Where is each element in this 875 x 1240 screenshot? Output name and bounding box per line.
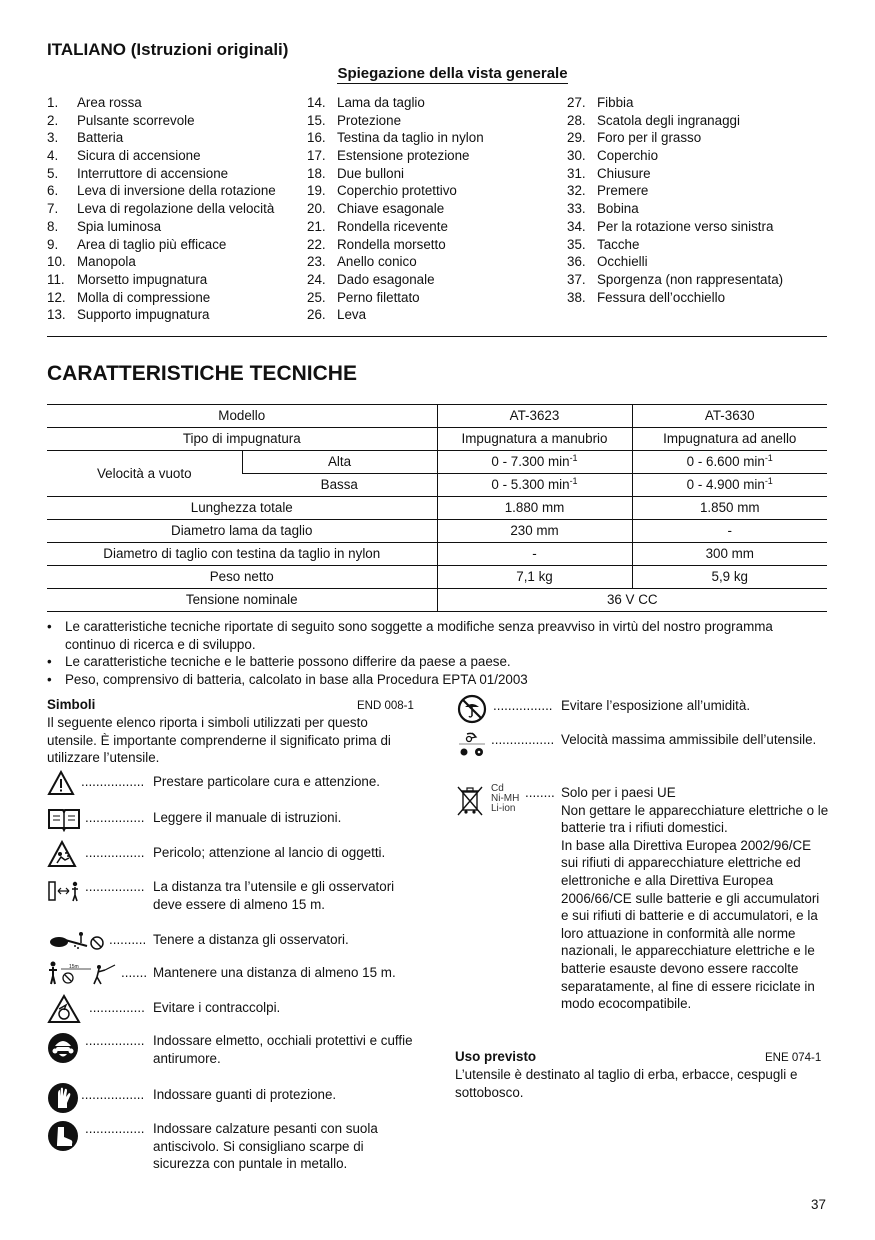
parts-list-col1 [47, 94, 276, 324]
symbol-item: ................ Indossare calzature pesanti con suola antiscivolo. Si consigliano scarpe di sicurezza con puntale in metallo. [47, 1120, 420, 1172]
spec-cell: AT-3623 [437, 405, 632, 428]
symbols-code: END 008-1 [357, 700, 414, 712]
table-row [47, 497, 827, 520]
symbol-item: ................ Evitare l’esposizione all’umidità. [455, 694, 827, 726]
symbol-item: ................. Indossare guanti di protezione. [47, 1082, 420, 1114]
use-code: ENE 074-1 [765, 1052, 822, 1064]
protective-gloves-icon [47, 1082, 79, 1119]
spec-cell: 300 mm [632, 543, 827, 566]
list-item: 29. Foro per il grasso [567, 130, 702, 146]
symbol-item: ................ Leggere il manuale di istruzioni. [47, 806, 420, 836]
spec-cell: 1.880 mm [437, 497, 632, 520]
spec-cell: - [437, 543, 632, 566]
symbol-item: ................. Prestare particolare cura e attenzione. [47, 770, 420, 800]
list-item: 27. Fibbia [567, 95, 634, 110]
manual-book-icon [47, 806, 81, 837]
list-item: 4. Sicura di accensione [47, 148, 201, 164]
list-item: 16. Testina da taglio in nylon [307, 130, 484, 146]
symbols-title: Simboli [47, 697, 96, 712]
table-row [47, 405, 827, 428]
symbol-item: ................. Velocità massima ammissibile dell’utensile. [455, 730, 827, 770]
specs-table [47, 404, 827, 612]
list-item: 19. Coperchio protettivo [307, 183, 457, 199]
spec-label: Lunghezza totale [47, 497, 437, 520]
table-row [47, 520, 827, 543]
list-item: 12. Molla di compressione [47, 289, 211, 305]
spec-label: Tensione nominale [47, 589, 437, 612]
spec-label: Tipo di impugnatura [47, 428, 437, 451]
list-item: 15. Protezione [307, 112, 402, 128]
spec-label: Diametro lama da taglio [47, 520, 437, 543]
list-item: 18. Due bulloni [307, 165, 404, 181]
overview-title: Spiegazione della vista generale [337, 65, 568, 82]
page-number: 37 [811, 1197, 826, 1212]
list-item: 23. Anello conico [307, 254, 417, 270]
svg-text:15m: 15m [69, 964, 79, 970]
list-item: 2. Pulsante scorrevole [47, 112, 195, 128]
keep-bystanders-away-icon [47, 928, 105, 957]
spec-notes [47, 618, 827, 688]
list-item: 34. Per la rotazione verso sinistra [567, 218, 774, 234]
spec-cell: 0 - 7.300 $\min^{-1}$ [437, 451, 632, 474]
list-item: 31. Chiusure [567, 165, 651, 181]
list-item: 28. Scatola degli ingranaggi [567, 112, 740, 128]
list-item: 14. Lama da taglio [307, 95, 425, 110]
list-item: 1. Area rossa [47, 95, 142, 110]
language-heading: ITALIANO (Istruzioni originali) [47, 40, 289, 59]
list-item: 17. Estensione protezione [307, 148, 470, 164]
use-text: L’utensile è destinato al taglio di erba, erbacce, cespugli e sottobosco. [455, 1067, 798, 1100]
list-item: 3. Batteria [47, 130, 124, 146]
specs-title: CARATTERISTICHE TECNICHE [47, 362, 357, 385]
spec-label: Modello [47, 405, 437, 428]
table-row [47, 589, 827, 612]
list-item: 10. Manopola [47, 254, 136, 270]
spec-cell: 36 V CC [437, 589, 827, 612]
thrown-objects-icon [47, 840, 77, 873]
symbol-item: ................ Indossare elmetto, occhiali protettivi e cuffie antirumore. [47, 1032, 420, 1072]
spec-cell: - [632, 520, 827, 543]
spec-cell: 1.850 mm [632, 497, 827, 520]
list-item: 5. Interruttore di accensione [47, 165, 229, 181]
list-item: 33. Bobina [567, 201, 639, 217]
list-item: • Le caratteristiche tecniche e le batterie possono differire da paese a paese. [47, 653, 827, 671]
list-item: 22. Rondella morsetto [307, 236, 446, 252]
parts-list-col2 [307, 94, 484, 324]
symbol-item: .......... Tenere a distanza gli osservatori. [47, 928, 420, 958]
spec-cell: 0 - 5.300 $\min^{-1}$ [437, 474, 632, 497]
table-row [47, 451, 827, 474]
list-item: 9. Area di taglio più efficace [47, 236, 227, 252]
list-item: 11. Morsetto impugnatura [47, 271, 208, 287]
symbol-item: Cd Ni-MH Li-ion ........ Solo per i paesi UE Non gettare le apparecchiature elettriche o le batterie tra i rifiuti domestici. In base alla Direttiva Europea 2002/96/CE sui rifiuti di apparecchiature elettriche ed elettroniche e alla Direttiva Europea 2006/66/CE sulle batterie e gli accumulatori e sui rifiuti di batterie e di accumulatori, e la loro attuazione in conformità alle norme nazionali, le apparecchiature elettriche e le batterie esauste devono essere raccolte separatamente, al fine di essere riciclate in modo ecocompatibile. [455, 784, 827, 1034]
list-item: 8. Spia luminosa [47, 218, 162, 234]
table-row [47, 543, 827, 566]
list-item: 38. Fessura dell’occhiello [567, 289, 726, 305]
list-item: • Peso, comprensivo di batteria, calcolato in base alla Procedura EPTA 01/2003 [47, 671, 827, 689]
no-moisture-icon [457, 694, 487, 729]
symbols-intro: Il seguente elenco riporta i simboli utilizzati per questo utensile. È importante comprenderne il significato prima di utilizzare l’utensile. [47, 715, 391, 766]
list-item: 7. Leva di regolazione della velocità [47, 201, 275, 217]
list-item: 24. Dado esagonale [307, 271, 435, 287]
symbol-item: ................ La distanza tra l’utensile e gli osservatori deve essere di almeno 15 m. [47, 876, 420, 916]
weee-crossed-bin-icon [455, 784, 485, 823]
list-item: 13. Supporto impugnatura [47, 307, 210, 323]
list-item: 26. Leva [307, 307, 367, 323]
spec-cell: 5,9 kg [632, 566, 827, 589]
list-item: 37. Sporgenza (non rappresentata) [567, 271, 784, 287]
spec-cell: 0 - 6.600 $\min^{-1}$ [632, 451, 827, 474]
list-item: 32. Premere [567, 183, 649, 199]
helmet-goggles-earmuffs-icon [47, 1032, 79, 1069]
use-title: Uso previsto [455, 1049, 537, 1064]
spec-sublabel: Bassa [242, 474, 437, 497]
list-item: 35. Tacche [567, 236, 640, 252]
parts-list-col3 [567, 94, 783, 306]
list-item: 20. Chiave esagonale [307, 201, 445, 217]
spec-label: Diametro di taglio con testina da taglio in nylon [47, 543, 437, 566]
weee-labels: Cd Ni-MH Li-ion [491, 783, 520, 814]
spec-sublabel: Alta [242, 451, 437, 474]
keep-15m-distance-icon [47, 960, 119, 991]
spec-cell: 0 - 4.900 $\min^{-1}$ [632, 474, 827, 497]
spec-cell: Impugnatura ad anello [632, 428, 827, 451]
list-item: • Le caratteristiche tecniche riportate di seguito sono soggette a modifiche senza preavviso in virtù del nostro programma continuo di ricerca e di sviluppo. [47, 618, 827, 653]
distance-bystander-icon [47, 880, 81, 907]
list-item: 36. Occhielli [567, 254, 648, 270]
spec-label: Peso netto [47, 566, 437, 589]
kickback-warning-icon [47, 994, 81, 1029]
section-divider [47, 336, 827, 337]
list-item: 6. Leva di inversione della rotazione [47, 183, 276, 199]
warning-triangle-icon [47, 770, 75, 801]
max-speed-icon [455, 730, 489, 765]
symbol-item: ............... Evitare i contraccolpi. [47, 994, 420, 1024]
spec-cell: 7,1 kg [437, 566, 632, 589]
symbol-item: ................ Pericolo; attenzione al lancio di oggetti. [47, 840, 420, 870]
spec-cell: Impugnatura a manubrio [437, 428, 632, 451]
table-row [47, 566, 827, 589]
symbol-item: 15m ....... Mantenere una distanza di almeno 15 m. [47, 960, 420, 990]
spec-cell: 230 mm [437, 520, 632, 543]
spec-cell: AT-3630 [632, 405, 827, 428]
list-item: 25. Perno filettato [307, 289, 420, 305]
table-row [47, 428, 827, 451]
spec-label: Velocità a vuoto [47, 451, 242, 497]
list-item: 30. Coperchio [567, 148, 659, 164]
list-item: 21. Rondella ricevente [307, 218, 448, 234]
safety-boots-icon [47, 1120, 79, 1157]
